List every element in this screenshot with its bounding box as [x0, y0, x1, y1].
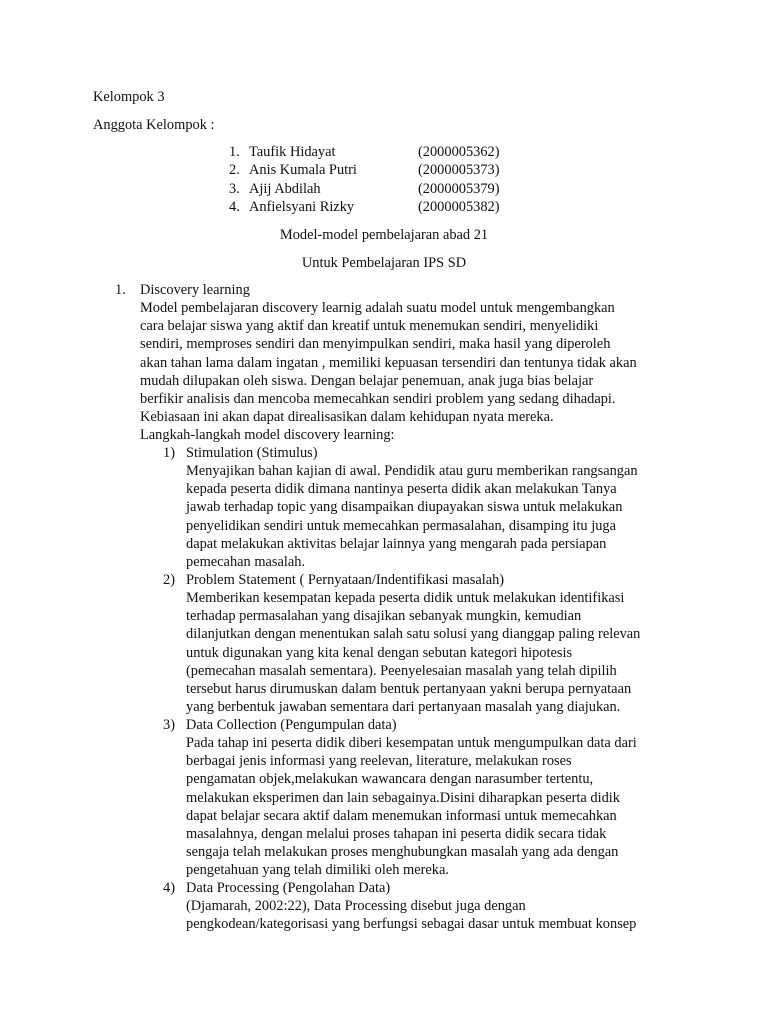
- step-number: 1): [163, 445, 175, 461]
- step-line: melakukan eksperimen dan lain sebagainya.Disini diharapkan peserta didik: [186, 789, 620, 806]
- document-title: Model-model pembelajaran abad 21: [279, 227, 489, 243]
- step-line: kepada peserta didik dimana nantinya peserta didik akan melakukan Tanya: [186, 481, 617, 498]
- step-line: Memberikan kesempatan kepada peserta didik untuk melakukan identifikasi: [186, 590, 625, 606]
- member-name: Anfielsyani Rizky: [249, 198, 355, 215]
- intro-line: Kebiasaan ini akan dapat direalisasikan dalam kehidupan nyata mereka.: [140, 409, 554, 426]
- step-line: pemecahan masalah.: [186, 554, 306, 571]
- member-number: 3.: [229, 180, 240, 197]
- step-body: [186, 589, 676, 716]
- member-id: (2000005379): [418, 180, 500, 197]
- step-line: dilanjutkan dengan menentukan salah satu solusi yang dianggap paling relevan: [186, 626, 641, 643]
- member-number: 1.: [229, 144, 240, 160]
- group-title: Kelompok 3: [93, 89, 165, 105]
- step-number: 3): [163, 717, 175, 733]
- step-line: jawab terhadap topic yang disampaikan diupayakan siswa untuk melakukan: [186, 499, 623, 516]
- step-title: Problem Statement ( Pernyataan/Indentifikasi masalah): [186, 572, 505, 588]
- step-line: masalahnya, dengan melalui proses tahapan ini peserta didik secara tidak: [186, 826, 607, 843]
- step-title: Stimulation (Stimulus): [186, 445, 318, 461]
- step-line: untuk digunakan yang kita kenal dengan sebutan kategori hipotesis: [186, 644, 573, 661]
- member-id: (2000005373): [418, 162, 500, 179]
- step-body: [186, 897, 676, 933]
- intro-line: mudah dilupakan oleh siswa. Dengan belajar penemuan, anak juga bias belajar: [140, 372, 594, 389]
- step-heading: [163, 716, 397, 734]
- step-line: (Djamarah, 2002:22), Data Processing disebut juga dengan: [186, 898, 526, 914]
- intro-line: sendiri, memproses sendiri dan menyimpulkan sendiri, maka hasil yang diperoleh: [140, 336, 611, 353]
- step-line: pengkodean/kategorisasi yang berfungsi sebagai dasar untuk membuat konsep: [186, 916, 637, 933]
- step-number: 4): [163, 880, 175, 896]
- member-number: 2.: [229, 162, 240, 179]
- step-heading: [163, 879, 390, 897]
- step-line: terhadap permasalahan yang disajikan sebanyak mungkin, kemudian: [186, 608, 582, 625]
- step-line: Menyajikan bahan kajian di awal. Pendidik atau guru memberikan rangsangan: [186, 463, 638, 479]
- section-number: 1.: [115, 282, 126, 298]
- member-name: Ajij Abdilah: [249, 180, 321, 197]
- member-number: 4.: [229, 198, 240, 215]
- step-line: yang berbentuk jawaban sementara dari pertanyaan masalah yang diajukan.: [186, 699, 621, 716]
- document-subtitle: Untuk Pembelajaran IPS SD: [301, 255, 467, 271]
- section-intro: [140, 299, 685, 445]
- step-line: sengaja telah melakukan proses menghubungkan masalah yang ada dengan: [186, 844, 619, 861]
- step-line: dapat belajar secara aktif dalam menemukan informasi untuk memecahkan: [186, 807, 617, 824]
- step-line: tersebut harus dirumuskan dalam bentuk pertanyaan yakni berupa pernyataan: [186, 681, 632, 698]
- step-line: berbagai jenis informasi yang reelevan, literature, melakukan roses: [186, 753, 572, 770]
- step-line: pengetahuan yang telah dimiliki oleh mereka.: [186, 862, 449, 879]
- step-title: Data Collection (Pengumpulan data): [186, 717, 397, 733]
- section-title: Discovery learning: [140, 282, 250, 298]
- step-body: [186, 734, 676, 880]
- member-id: (2000005362): [418, 144, 500, 160]
- member-id: (2000005382): [418, 198, 500, 215]
- step-heading: [163, 571, 504, 589]
- intro-line: Model pembelajaran discovery learnig adalah suatu model untuk mengembangkan: [140, 300, 615, 316]
- step-line: pengamatan objek,melakukan wawancara dengan narasumber tertentu,: [186, 771, 594, 788]
- step-heading: [163, 444, 318, 462]
- intro-line: berfikir analisis dan mencoba memecahkan sendiri problem yang sedang dihadapi.: [140, 391, 616, 408]
- step-title: Data Processing (Pengolahan Data): [186, 880, 391, 896]
- step-body: [186, 462, 676, 571]
- step-line: Pada tahap ini peserta didik diberi kesempatan untuk mengumpulkan data dari: [186, 735, 637, 751]
- step-line: penyelidikan sendiri untuk memecahkan permasalahan, disamping itu juga: [186, 517, 616, 534]
- member-name: Anis Kumala Putri: [249, 162, 357, 179]
- step-line: (pemecahan masalah sementara). Peenyelesaian masalah yang telah dipilih: [186, 662, 617, 679]
- step-number: 2): [163, 572, 175, 588]
- intro-line: akan tahan lama dalam ingatan , memiliki kepuasan tersendiri dan tentunya tidak akan: [140, 354, 637, 371]
- step-line: dapat melakukan aktivitas belajar lainnya yang mengarah pada persiapan: [186, 535, 607, 552]
- member-name: Taufik Hidayat: [249, 144, 336, 160]
- intro-line: cara belajar siswa yang aktif dan kreatif untuk menemukan sendiri, menyelidiki: [140, 318, 599, 335]
- members-label: Anggota Kelompok :: [93, 117, 215, 133]
- intro-line: Langkah-langkah model discovery learning:: [140, 427, 395, 444]
